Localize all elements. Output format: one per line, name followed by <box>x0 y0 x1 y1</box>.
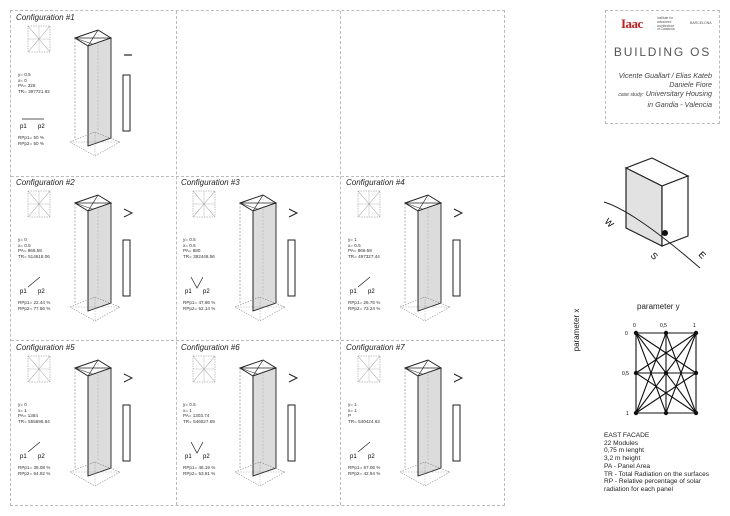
configuration-drawing <box>340 340 504 504</box>
angle-indicator <box>454 374 462 382</box>
south-label: S <box>648 250 660 262</box>
panel-bar <box>123 75 130 131</box>
panel-glyph <box>191 277 203 288</box>
p1-label: p1 <box>20 454 27 460</box>
relative-percentages: RPp1= 50 % RPp2= 50 % <box>18 135 44 146</box>
configuration-params: y= 0 x= 0.5 PA= 966.58 TR= 514618.06 <box>18 237 50 259</box>
panel-glyph <box>358 442 370 452</box>
tower-model <box>235 195 285 321</box>
panel-bar <box>453 240 460 296</box>
city-label: BARCELONA <box>690 21 712 25</box>
angle-indicator <box>124 374 132 382</box>
panel-bar <box>288 240 295 296</box>
panel-bar <box>123 405 130 461</box>
tower-model <box>400 195 450 321</box>
configuration-params: y= 0.5 x= 0.5 PA= 880 TR= 392448.56 <box>183 237 215 259</box>
p1-label: p1 <box>185 289 192 295</box>
relative-percentages: RPp1= 35.08 % RPp2= 64.92 % <box>18 465 51 476</box>
configuration-cell <box>10 175 174 339</box>
configuration-params: y= 0.5 x= 0 PA= 326 TR= 397721.92 <box>18 72 50 94</box>
p1-label: p1 <box>350 289 357 295</box>
tick-y-0: 0 <box>633 323 636 329</box>
configuration-drawing <box>175 175 339 339</box>
tower-model <box>70 360 120 486</box>
tick-y-1: 1 <box>693 323 696 329</box>
configuration-drawing <box>10 10 174 174</box>
configuration-cell <box>175 175 339 339</box>
configuration-title: Configuration #1 <box>16 13 75 22</box>
p2-label: p2 <box>38 289 45 295</box>
configuration-drawing <box>175 340 339 504</box>
panel-bar <box>288 405 295 461</box>
tick-x-1: 1 <box>626 411 629 417</box>
configuration-drawing <box>10 175 174 339</box>
p1-label: p1 <box>20 124 27 130</box>
panel-glyph <box>28 277 40 287</box>
p1-label: p1 <box>20 289 27 295</box>
configuration-params: y= 0 x= 1 PA= 1384 TR= 555696.84 <box>18 402 50 424</box>
configuration-params: y= 0.5 x= 1 PA= 1303.74 TR= 546027.69 <box>183 402 215 424</box>
relative-percentages: RPp1= 46.19 % RPp2= 53.81 % <box>183 465 216 476</box>
panel-bar <box>453 405 460 461</box>
relative-percentages: RPp1= 26.76 % RPp2= 73.24 % <box>348 300 381 311</box>
legend: EAST FACADE 22 Modules 0,75 m lenght 3,2 m height PA - Panel Area TR - Total Radiation on the surfaces RP - Relative percentage of solar radiation for each panel <box>604 432 710 493</box>
configuration-params: y= 1 x= 1 P TR= 540424.63 <box>348 402 380 424</box>
configuration-drawing <box>340 175 504 339</box>
parameter-grid <box>618 318 708 418</box>
relative-percentages: RPp1= 57.06 % RPp2= 42.94 % <box>348 465 381 476</box>
iaac-title-block <box>605 10 720 124</box>
configuration-cell <box>10 340 174 504</box>
tick-y-05: 0,5 <box>660 323 667 329</box>
configuration-title: Configuration #6 <box>181 343 240 352</box>
parameter-y-label: parameter y <box>637 302 680 311</box>
configuration-cell <box>175 340 339 504</box>
iaac-logo: Iaac <box>621 16 643 31</box>
sun-path-diagram <box>590 150 720 270</box>
configuration-title: Configuration #2 <box>16 178 75 187</box>
p1-label: p1 <box>185 454 192 460</box>
project-title: BUILDING OS <box>613 45 712 59</box>
p2-label: p2 <box>38 454 45 460</box>
configuration-params: y= 1 x= 0.5 PA= 966.58 TR= 497327.44 <box>348 237 380 259</box>
configuration-cell <box>10 10 174 174</box>
angle-indicator <box>289 209 297 217</box>
tower-model <box>235 360 285 486</box>
institute-name: institute for advanced architecture of Catalonia <box>657 16 675 32</box>
tower-model <box>400 360 450 486</box>
parameter-x-label: parameter x <box>572 308 581 352</box>
tick-x-0: 0 <box>625 331 628 337</box>
panel-glyph <box>191 442 203 453</box>
configuration-cell <box>340 340 504 504</box>
configuration-title: Configuration #7 <box>346 343 405 352</box>
p2-label: p2 <box>368 454 375 460</box>
tick-x-05: 0,5 <box>622 371 629 377</box>
panel-glyph <box>28 442 40 452</box>
p2-label: p2 <box>203 289 210 295</box>
p1-label: p1 <box>350 454 357 460</box>
configuration-title: Configuration #3 <box>181 178 240 187</box>
panel-bar <box>123 240 130 296</box>
angle-indicator <box>289 374 297 382</box>
west-label: W <box>602 216 616 230</box>
p2-label: p2 <box>38 124 45 130</box>
configuration-cell <box>340 175 504 339</box>
configuration-title: Configuration #4 <box>346 178 405 187</box>
sun-position-dot <box>662 230 668 236</box>
p2-label: p2 <box>203 454 210 460</box>
relative-percentages: RPp1= 47.86 % RPp2= 52.14 % <box>183 300 216 311</box>
relative-percentages: RPp1= 22.44 % RPp2= 77.56 % <box>18 300 51 311</box>
tower-model <box>70 30 120 156</box>
east-label: E <box>696 249 708 261</box>
configuration-drawing <box>10 340 174 504</box>
tower-model <box>70 195 120 321</box>
angle-indicator <box>124 209 132 217</box>
angle-indicator <box>454 209 462 217</box>
panel-glyph <box>358 277 370 287</box>
p2-label: p2 <box>368 289 375 295</box>
configuration-title: Configuration #5 <box>16 343 75 352</box>
authors: Vicente Guallart / Elias Kateb Daniele Fiore case study: Universitary Housing in Gandia - Valencia <box>618 71 712 109</box>
